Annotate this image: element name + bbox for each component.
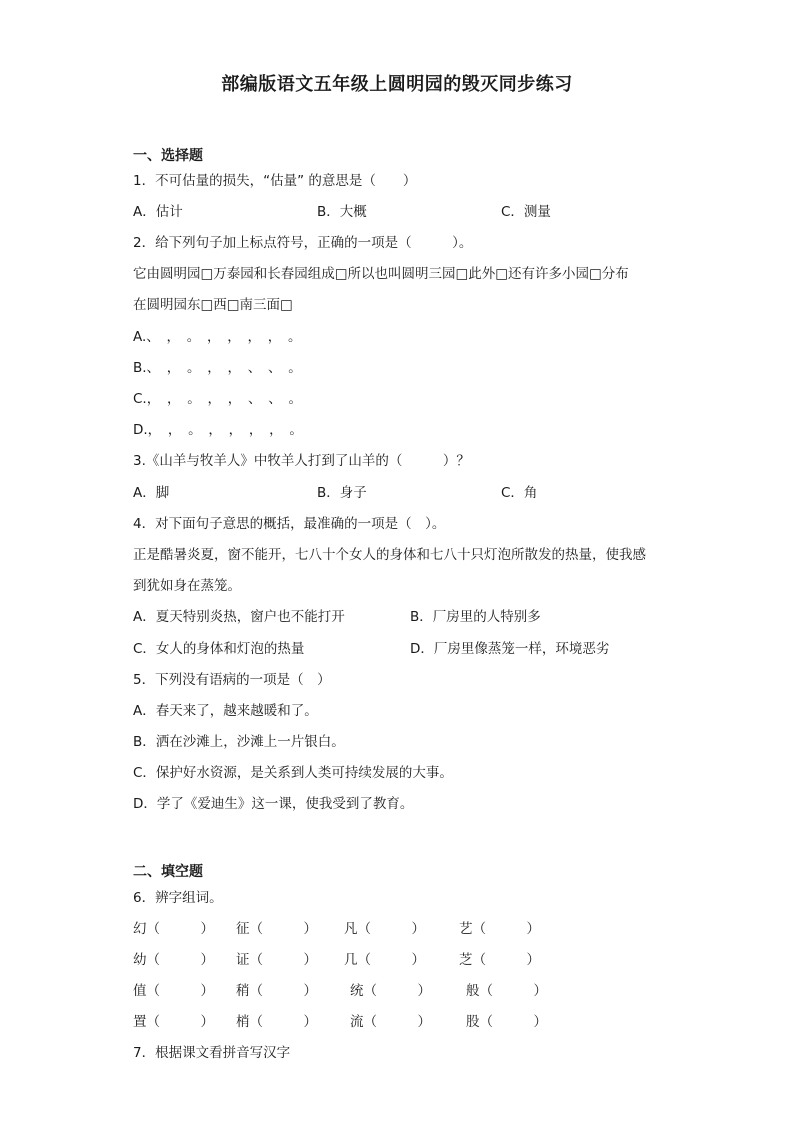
question-5-option-d: D．学了《爱迪生》这一课，使我受到了教育。 (133, 796, 414, 812)
word-blank: 梢（ ） (236, 1014, 317, 1030)
section-heading-fill: 二、填空题 (133, 864, 203, 880)
question-4-option-b: B．厂房里的人特别多 (410, 609, 541, 625)
question-6-stem: 6．辨字组词。 (133, 890, 223, 906)
question-5-option-c: C．保护好水资源，是关系到人类可持续发展的大事。 (133, 765, 453, 781)
question-5-option-a: A．春天来了，越来越暖和了。 (133, 703, 318, 719)
question-4-option-d: D．厂房里像蒸笼一样，环境恶劣 (410, 641, 610, 657)
word-blank: 流（ ） (350, 1014, 431, 1030)
question-3-option-a: A．脚 (133, 485, 170, 501)
word-blank: 艺（ ） (459, 921, 540, 937)
question-2-text-line-2: 在圆明园东□西□南三面□ (133, 297, 293, 313)
word-blank: 值（ ） (133, 983, 214, 999)
question-7-stem: 7．根据课文看拼音写汉字 (133, 1045, 291, 1061)
question-3-option-b: B．身子 (317, 485, 367, 501)
question-5-option-b: B．洒在沙滩上，沙滩上一片银白。 (133, 734, 345, 750)
question-4-text-line-1: 正是酷暑炎夏，窗不能开，七八十个女人的身体和七八十只灯泡所散发的热量，使我感 (133, 547, 646, 563)
question-3-stem: 3.《山羊与牧羊人》中牧羊人打到了山羊的（ ）？ (133, 453, 470, 469)
word-blank: 证（ ） (236, 952, 317, 968)
question-2-option-a: A.、 ， 。 ， ， ， ， 。 (133, 329, 302, 345)
word-blank: 稍（ ） (236, 983, 317, 999)
word-blank: 几（ ） (344, 952, 425, 968)
word-blank: 置（ ） (133, 1014, 214, 1030)
question-4-option-c: C．女人的身体和灯泡的热量 (133, 641, 305, 657)
word-blank: 芝（ ） (459, 952, 540, 968)
question-1-stem: 1．不可估量的损失，“估量” 的意思是（ ） (133, 173, 417, 189)
question-1-option-b: B．大概 (317, 204, 367, 220)
question-2-stem: 2．给下列句子加上标点符号，正确的一项是（ ）。 (133, 235, 473, 251)
question-4-text-line-2: 到犹如身在蒸笼。 (133, 578, 241, 594)
question-5-stem: 5．下列没有语病的一项是（ ） (133, 672, 331, 688)
page-title: 部编版语文五年级上圆明园的毁灭同步练习 (221, 74, 573, 95)
question-2-option-c: C.， ， 。 ， ， 、 、 。 (133, 391, 302, 407)
word-blank: 幼（ ） (133, 952, 214, 968)
question-3-option-c: C．角 (501, 485, 538, 501)
word-blank: 股（ ） (466, 1014, 547, 1030)
word-blank: 幻（ ） (133, 921, 214, 937)
question-2-option-b: B.、 ， 。 ， ， 、 、 。 (133, 360, 302, 376)
question-4-option-a: A．夏天特别炎热，窗户也不能打开 (133, 609, 345, 625)
question-2-option-d: D.， ， 。 ， ， ， ， 。 (133, 422, 303, 438)
question-1-option-c: C．测量 (501, 204, 551, 220)
word-blank: 凡（ ） (344, 921, 425, 937)
question-4-stem: 4．对下面句子意思的概括，最准确的一项是（ ）。 (133, 516, 446, 532)
word-blank: 统（ ） (350, 983, 431, 999)
question-1-option-a: A．估计 (133, 204, 183, 220)
question-2-text-line-1: 它由圆明园□万泰园和长春园组成□所以也叫圆明三园□此外□还有许多小园□分布 (133, 266, 629, 282)
word-blank: 般（ ） (466, 983, 547, 999)
word-blank: 征（ ） (236, 921, 317, 937)
section-heading-choice: 一、选择题 (133, 148, 203, 164)
